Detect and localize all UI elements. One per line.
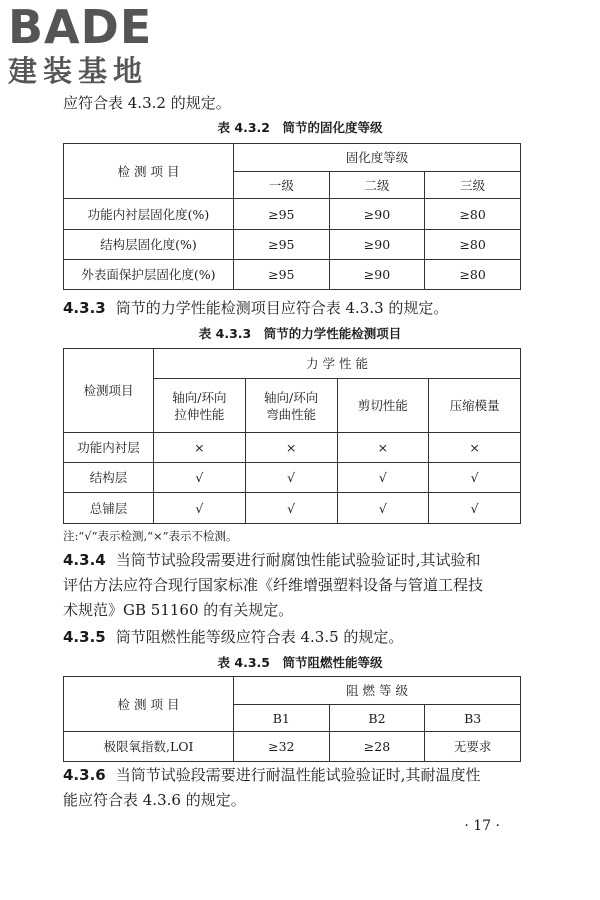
table-432-caption: 表 4.3.2 筒节的固化度等级 xyxy=(217,120,383,135)
table-row xyxy=(64,493,521,524)
table-433-caption: 表 4.3.3 筒节的力学性能检测项目 xyxy=(198,326,402,341)
cell: ≥32 xyxy=(234,732,330,762)
table-row xyxy=(64,230,521,260)
table-row xyxy=(64,260,521,290)
col-header-line: 轴向/环向 xyxy=(264,389,319,405)
table-435-grade: B1 xyxy=(234,705,330,732)
cell: × xyxy=(429,433,521,463)
cell: ≥28 xyxy=(329,732,425,762)
cell: ≥95 xyxy=(234,199,330,230)
section-text: 筒节的力学性能检测项目应符合表 4.3.3 的规定。 xyxy=(115,299,449,317)
section-text: 筒节阻燃性能等级应符合表 4.3.5 的规定。 xyxy=(115,628,404,646)
cell: √ xyxy=(429,463,521,493)
cell: √ xyxy=(337,493,429,524)
section-text: 当筒节试验段需要进行耐腐蚀性能试验验证时,其试验和 xyxy=(115,551,481,569)
row-label: 总铺层 xyxy=(64,493,154,524)
page-number: · 17 · xyxy=(464,818,500,834)
cell: √ xyxy=(154,463,246,493)
col-header-line: 轴向/环向 xyxy=(172,389,227,405)
table-row xyxy=(64,463,521,493)
cell: √ xyxy=(337,463,429,493)
table-433 xyxy=(63,348,521,524)
row-label: 结构层 xyxy=(64,463,154,493)
col-header-line: 拉伸性能 xyxy=(174,406,225,422)
table-432-grade: 一级 xyxy=(234,172,330,199)
cell: ≥80 xyxy=(425,230,521,260)
cell: ≥90 xyxy=(329,230,425,260)
table-435-header-item: 检 测 项 目 xyxy=(64,677,234,732)
col-header-line: 压缩模量 xyxy=(449,398,500,413)
col-header-shear xyxy=(337,379,429,433)
table-row xyxy=(64,199,521,230)
table-row xyxy=(64,433,521,463)
cell: 无要求 xyxy=(425,732,521,762)
section-text-line: 术规范》GB 51160 的有关规定。 xyxy=(63,601,294,619)
table-432-grade: 三级 xyxy=(425,172,521,199)
logo-word: BADE xyxy=(8,0,153,54)
row-label: 结构层固化度(%) xyxy=(64,230,234,260)
table-435 xyxy=(63,676,521,762)
table-433-note: 注:“√”表示检测,“×”表示不检测。 xyxy=(63,529,238,543)
col-header-line: 剪切性能 xyxy=(357,398,408,413)
section-number: 4.3.3 xyxy=(63,299,106,317)
table-432-grade: 二级 xyxy=(329,172,425,199)
cell: √ xyxy=(154,493,246,524)
row-label: 外表面保护层固化度(%) xyxy=(64,260,234,290)
cell: × xyxy=(154,433,246,463)
cell: ≥90 xyxy=(329,260,425,290)
cell: ≥95 xyxy=(234,230,330,260)
section-number: 4.3.6 xyxy=(63,766,106,784)
intro-line: 应符合表 4.3.2 的规定。 xyxy=(63,94,231,112)
cell: × xyxy=(337,433,429,463)
table-435-grade: B3 xyxy=(425,705,521,732)
section-4-3-5 xyxy=(63,626,403,648)
bade-logo xyxy=(8,2,188,94)
table-432-header-group: 固化度等级 xyxy=(234,144,521,172)
table-435-header-group: 阻 燃 等 级 xyxy=(234,677,521,705)
cell: √ xyxy=(245,493,337,524)
table-432-header-item: 检 测 项 目 xyxy=(64,144,234,199)
table-432 xyxy=(63,143,521,290)
table-433-header-group: 力 学 性 能 xyxy=(154,349,521,379)
section-text-line: 评估方法应符合现行国家标准《纤维增强塑料设备与管道工程技 xyxy=(63,576,484,594)
section-text: 当筒节试验段需要进行耐温性能试验验证时,其耐温度性 xyxy=(115,766,481,784)
col-header-modulus xyxy=(429,379,521,433)
cell: √ xyxy=(429,493,521,524)
row-label: 功能内衬层 xyxy=(64,433,154,463)
cell: ≥90 xyxy=(329,199,425,230)
cell: ≥80 xyxy=(425,260,521,290)
table-433-header-item: 检测项目 xyxy=(64,349,154,433)
table-row xyxy=(64,732,521,762)
cell: ≥80 xyxy=(425,199,521,230)
section-4-3-3 xyxy=(63,297,448,319)
col-header-tensile xyxy=(154,379,246,433)
section-4-3-4 xyxy=(63,549,481,571)
row-label: 功能内衬层固化度(%) xyxy=(64,199,234,230)
logo-chinese: 建装基地 xyxy=(8,54,149,88)
cell: ≥95 xyxy=(234,260,330,290)
section-number: 4.3.4 xyxy=(63,551,106,569)
section-number: 4.3.5 xyxy=(63,628,106,646)
table-435-grade: B2 xyxy=(329,705,425,732)
table-435-caption: 表 4.3.5 筒节阻燃性能等级 xyxy=(217,655,383,670)
section-text-line: 能应符合表 4.3.6 的规定。 xyxy=(63,791,246,809)
row-label: 极限氧指数,LOI xyxy=(64,732,234,762)
section-4-3-6 xyxy=(63,764,481,786)
col-header-bending xyxy=(245,379,337,433)
cell: √ xyxy=(245,463,337,493)
col-header-line: 弯曲性能 xyxy=(266,406,317,422)
cell: × xyxy=(245,433,337,463)
